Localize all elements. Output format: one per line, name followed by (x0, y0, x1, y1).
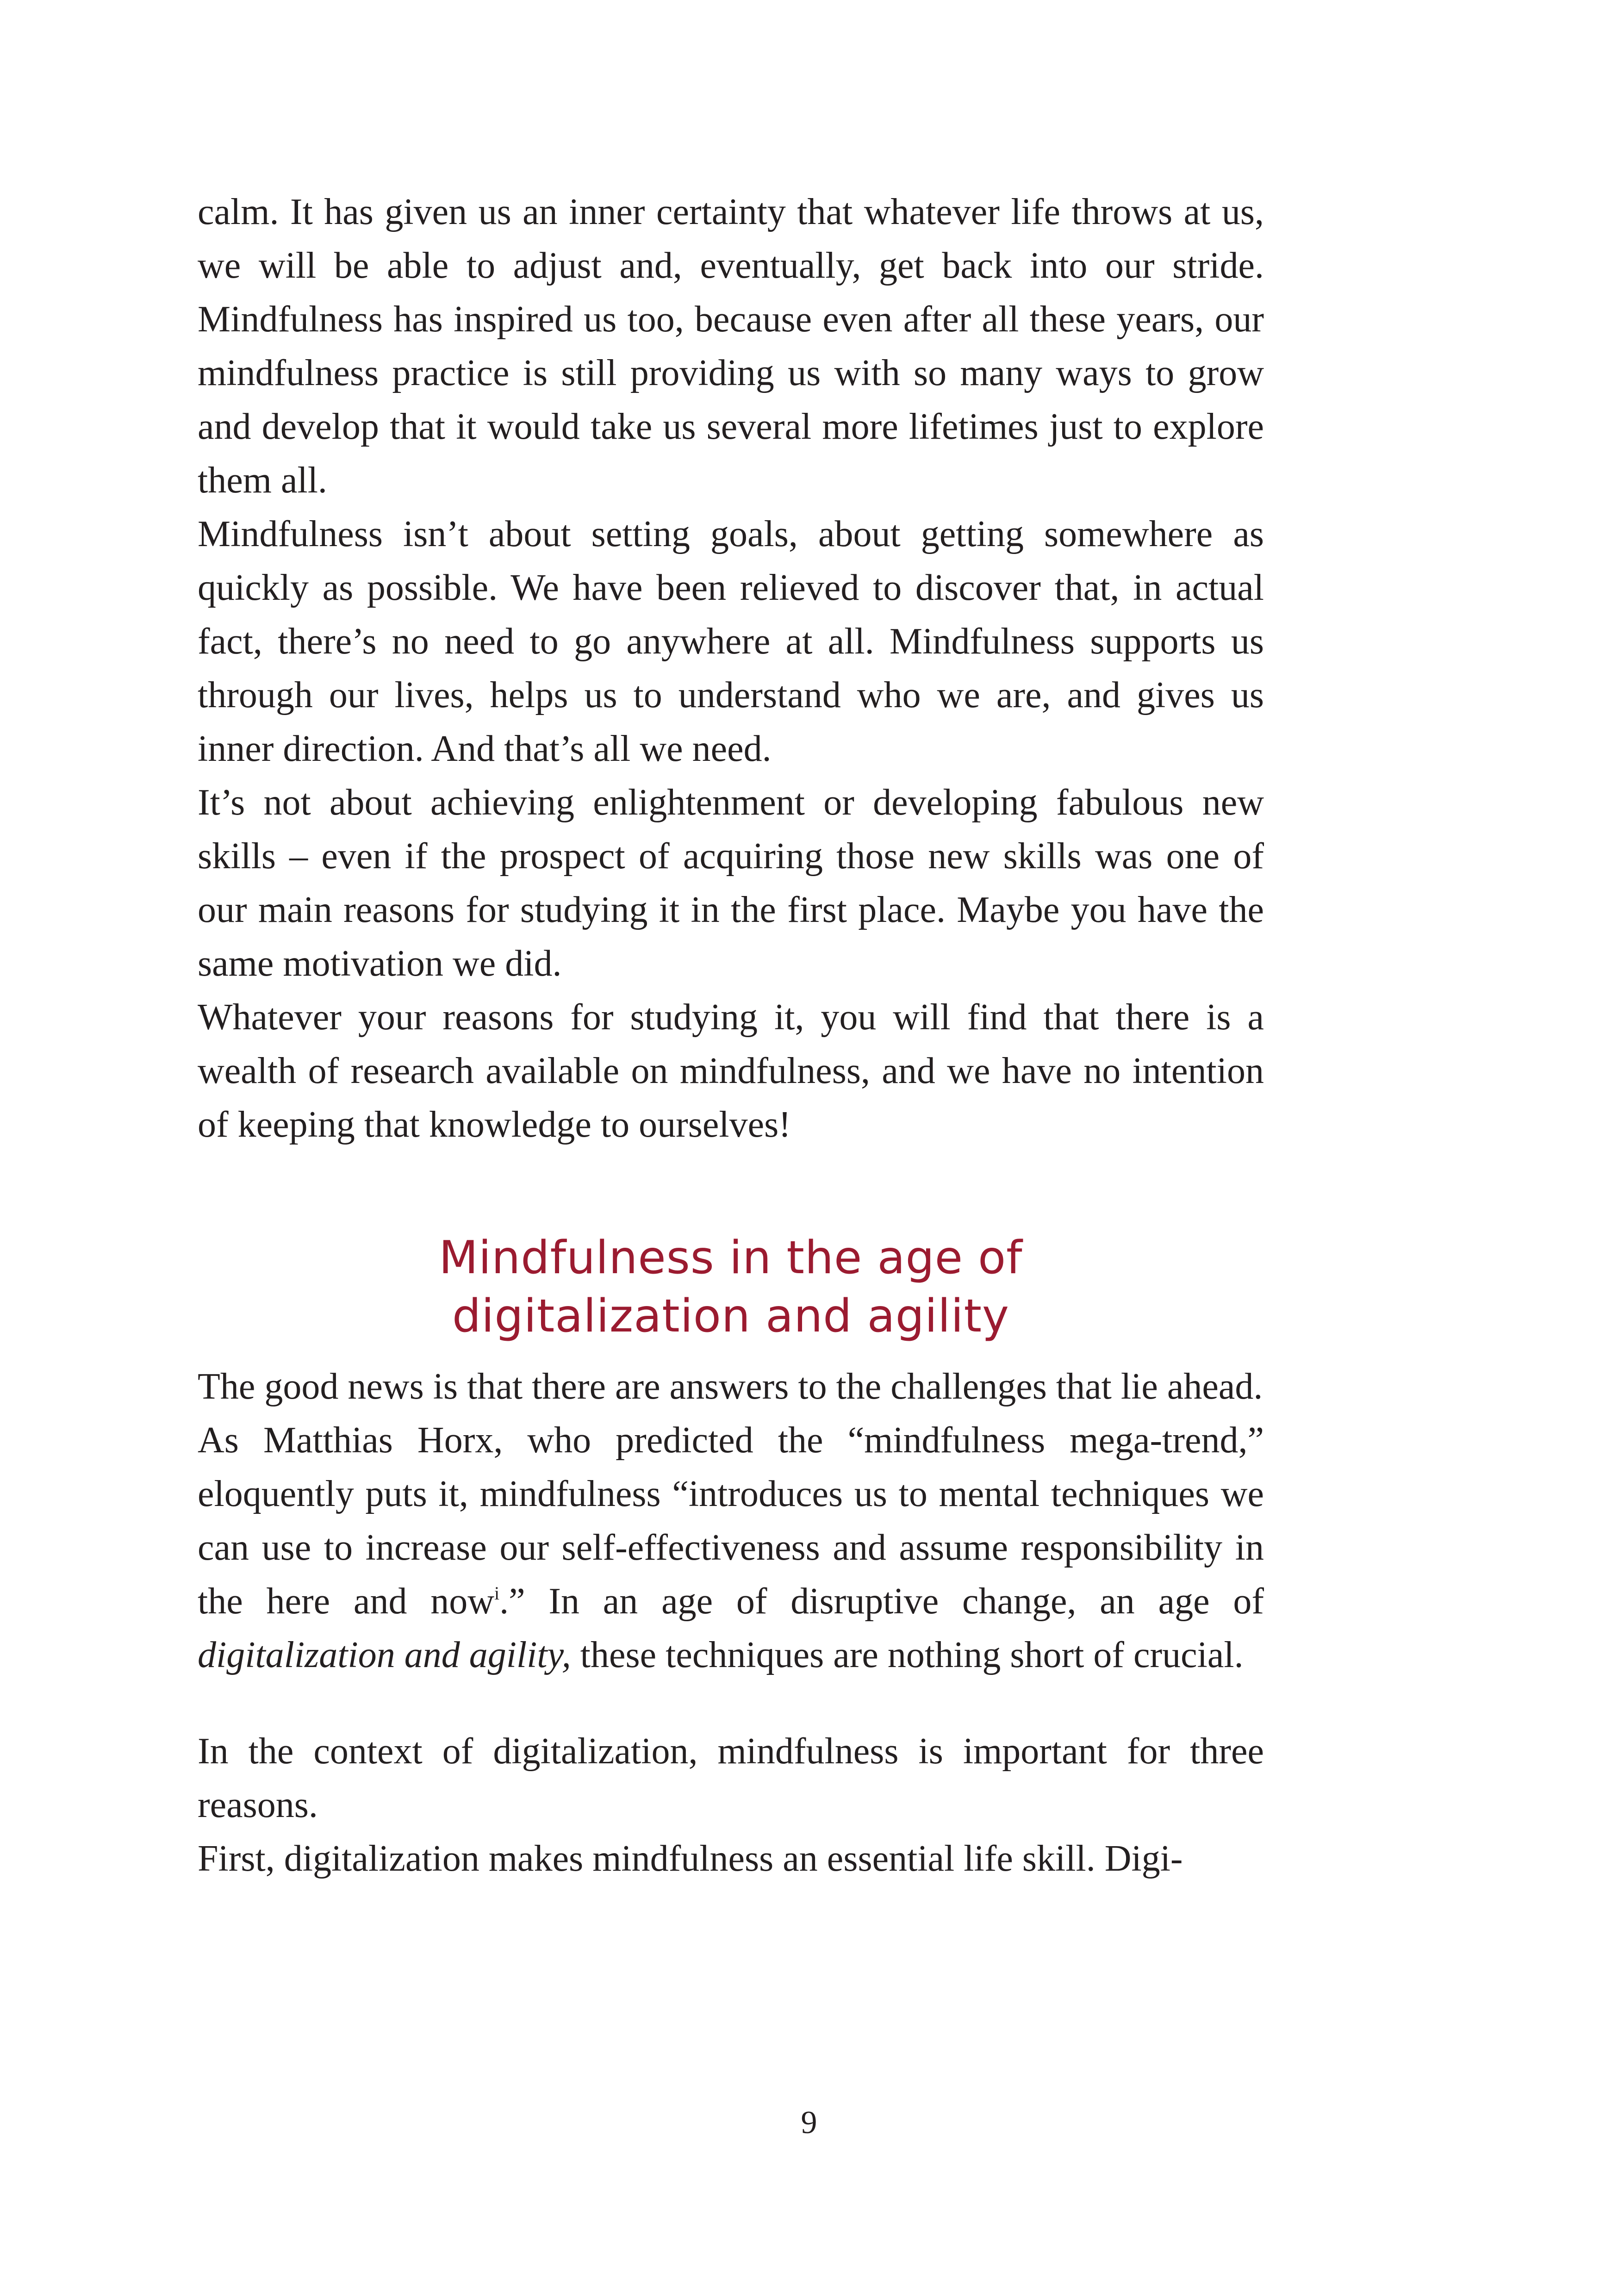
paragraph: Mindfulness isn’t about setting goals, about getting somewhere as quickly as possible. We have been relieved to discover that, in actual fact, there’s no need to go anywhere at all. Mindfulness supports us through our lives, helps us to understand who we are, and gives us inner direction. And that’s all we need. (198, 514, 1264, 769)
paragraph: In the context of digitalization, mindfulness is important for three reasons. (198, 1731, 1264, 1825)
quote-text-continued: .” In an age of disruptive change, an age of (499, 1581, 1264, 1622)
paragraph-spacer (198, 1682, 1264, 1724)
paragraph: Whatever your reasons for studying it, you will find that there is a wealth of research available on mindfulness, and we have no intention of keeping that knowledge to ourselves! (198, 997, 1264, 1145)
section-heading-line-2: digitalization and agility (452, 1290, 1010, 1343)
quote-text-end: these techniques are nothing short of crucial. (571, 1635, 1244, 1675)
section-heading-line-1: Mindfulness in the age of (439, 1232, 1023, 1284)
paragraph: It’s not about achieving enlightenment or developing fabulous new skills – even if the prospect of acquiring those new skills was one of our main reasons for studying it in the first place. Maybe you have the same motivation we did. (198, 782, 1264, 984)
page-number: 9 (801, 2105, 817, 2140)
paragraph: The good news is that there are answers to the challenges that lie ahead. (198, 1366, 1263, 1407)
section-heading (198, 1229, 1264, 1345)
paragraph-quote (198, 1413, 1264, 1682)
paragraph: calm. It has given us an inner certainty that whatever life throws at us, we will be able to adjust and, eventually, get back into our stride. Mindfulness has inspired us too, because even after all these years, our mindfulness practice is still providing us with so many ways to grow and develop that it would take us several more lifetimes just to explore them all. (198, 192, 1264, 501)
paragraph-last: First, digitalization makes mindfulness an essential life skill. Digi- (198, 1838, 1183, 1879)
body-text-top (198, 185, 1264, 1151)
body-text-bottom (198, 1360, 1264, 1885)
quote-text: As Matthias Horx, who predicted the “mindfulness mega-trend,” eloquently puts it, mindfulness “introduces us to mental techniques we can use to increase our self-effectiveness and assume responsibility in the here and now (198, 1420, 1264, 1622)
emphasis-text: digitalization and agility, (198, 1635, 571, 1675)
endnote-marker: i (494, 1583, 500, 1604)
